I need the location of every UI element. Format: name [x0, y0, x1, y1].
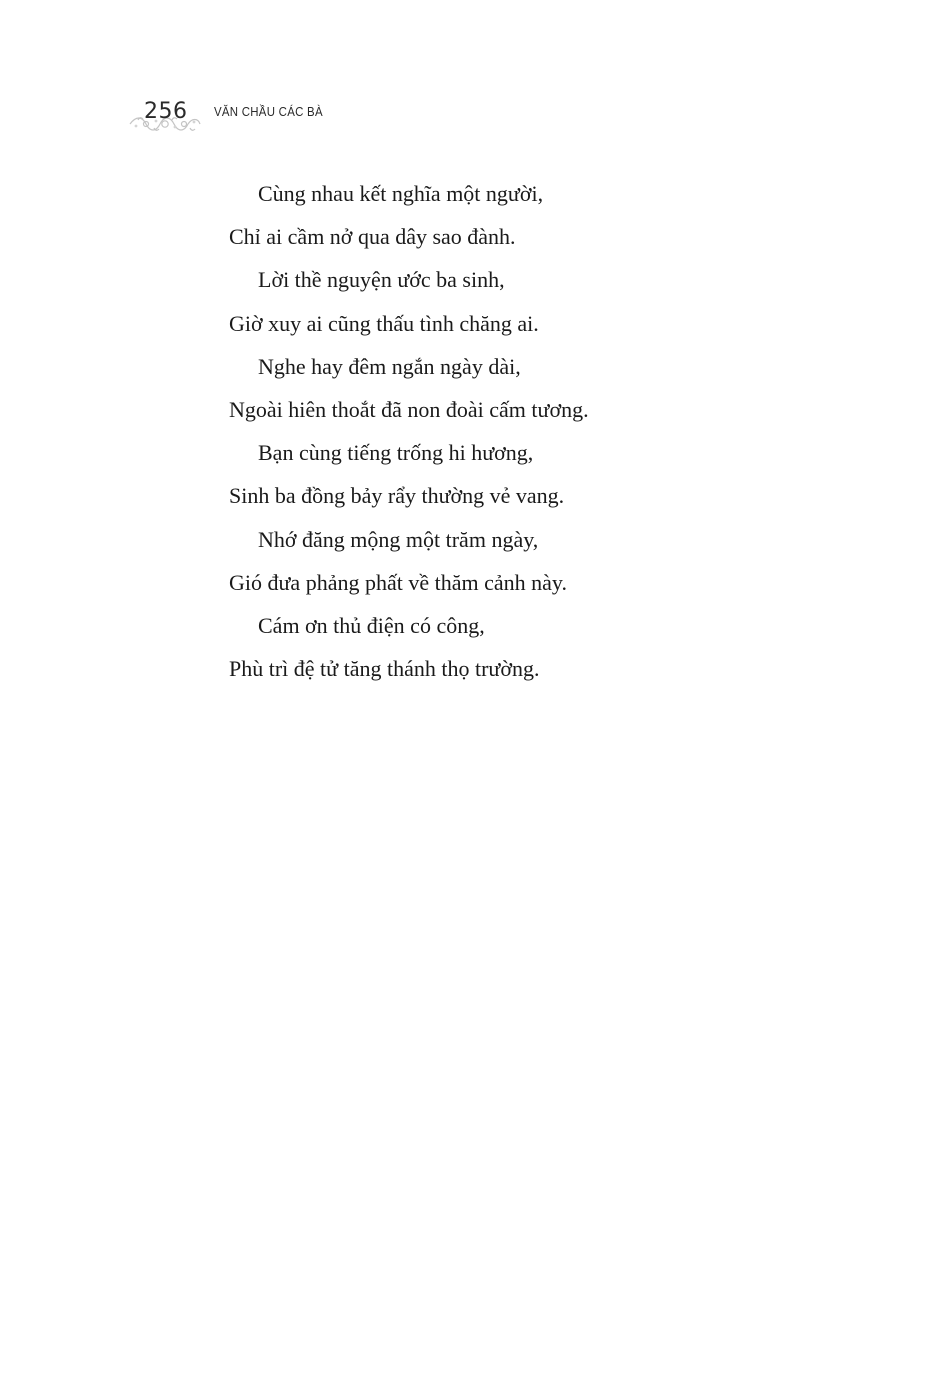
- poem-line: Lời thề nguyện ước ba sinh,: [258, 267, 505, 293]
- running-header: [128, 96, 388, 140]
- poem-line: Gió đưa phảng phất về thăm cảnh này.: [229, 569, 567, 595]
- poem-line: Nghe hay đêm ngắn ngày dài,: [258, 353, 521, 379]
- poem-line: Cám ơn thủ điện có công,: [258, 612, 485, 638]
- poem-line: Giờ xuy ai cũng thấu tình chăng ai.: [229, 310, 539, 336]
- poem-line: Phù trì đệ tử tăng thánh thọ trường.: [229, 656, 540, 682]
- poem-line: Nhớ đăng mộng một trăm ngày,: [258, 526, 539, 552]
- running-title: VĂN CHẦU CÁC BÀ: [214, 104, 323, 119]
- poem-line: Cùng nhau kết nghĩa một người,: [258, 181, 544, 206]
- poem-line: Ngoài hiên thoắt đã non đoài cấm tương.: [229, 396, 589, 422]
- poem-line: Bạn cùng tiếng trống hi hương,: [258, 440, 534, 466]
- poem: [229, 172, 789, 690]
- page-number: 256: [144, 99, 188, 124]
- poem-line: Chỉ ai cầm nở qua dây sao đành.: [229, 224, 516, 250]
- poem-line: Sinh ba đồng bảy rẩy thường vẻ vang.: [229, 483, 565, 509]
